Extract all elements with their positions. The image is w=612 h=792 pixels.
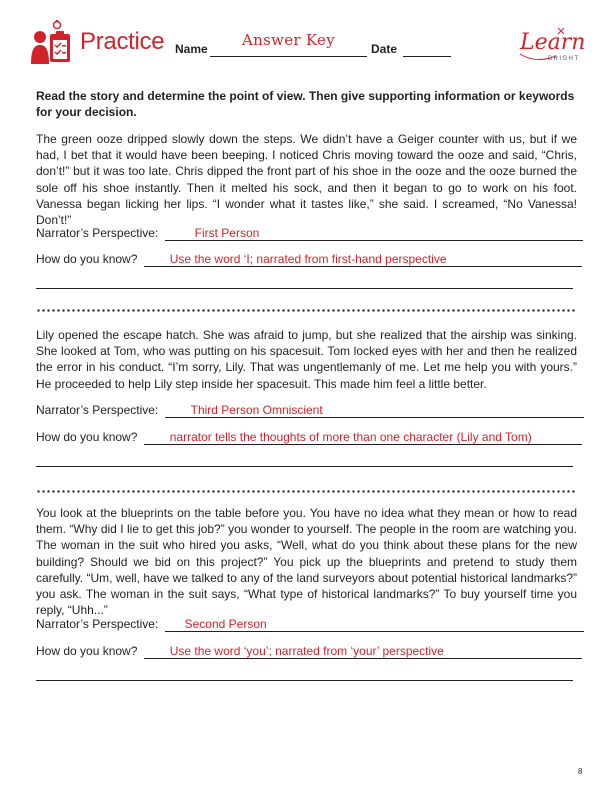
logo-subtext: BRIGHT: [548, 56, 580, 62]
story-1-text: The green ooze dripped slowly down the steps. We didn’t have a Geiger counter with us, but if we had, I bet that it would have been beeping. I noticed Chris moving toward the ooze and said, “Chris, don’t!” but it was too late. Chris dipped the front part of his shoe in the ooze and the ooze burned the sole off his shoe instantly. Then it melted his sock, and then it began to go to work on his foot. Vanessa began licking her lips. “I wonder what it tastes like,” she said. I screamed, “No Vanessa! Don’t!”: [36, 132, 577, 228]
story-2-extra-line[interactable]: [36, 466, 573, 467]
story-2-reason-row: [36, 430, 582, 445]
story-3-reason-row: [36, 644, 582, 659]
story-3-perspective-answer: Second Person: [184, 617, 267, 631]
story-2-reason-answer: narrator tells the thoughts of more than one character (Lily and Tom): [169, 430, 532, 444]
page-number: 8: [578, 767, 583, 776]
instructions: Read the story and determine the point of view. Then give supporting information or keywords for your decision.: [36, 89, 575, 119]
story-1-perspective-field[interactable]: [165, 226, 583, 241]
story-2-perspective-answer: Third Person Omniscient: [190, 403, 323, 417]
story-2-perspective-row: [36, 403, 584, 418]
answer-key-text: Answer Key: [242, 31, 335, 49]
how-label: How do you know?: [36, 252, 138, 266]
perspective-label: Narrator’s Perspective:: [36, 403, 159, 417]
name-field[interactable]: [210, 56, 367, 57]
story-1-reason-field[interactable]: [144, 252, 582, 267]
section-divider: [36, 309, 576, 312]
story-3-extra-line[interactable]: [36, 680, 573, 681]
date-label: Date: [371, 42, 398, 56]
story-3-text: You look at the blueprints on the table before you. You have no idea what they mean or how to read them. “Why did I lie to get this job?” you wonder to yourself. The people in the room are watching you. The woman in the suit who hired you asks, “Well, what do you think about these plans for the new building? Should we bid on this project?” You pick up the blueprints and pretend to study them carefully. “Um, well, have we talked to any of the land surveyors about potential historical landmarks?” you ask. The woman in the suit says, “What type of historical landmarks?” To buy yourself time you reply, “Uhh...”: [36, 506, 577, 618]
date-field[interactable]: [403, 56, 451, 57]
story-3-perspective-row: [36, 617, 584, 632]
story-2-reason-field[interactable]: [144, 430, 582, 445]
student-clipboard-icon: [30, 20, 74, 68]
how-label: How do you know?: [36, 430, 138, 444]
story-3-perspective-field[interactable]: [165, 617, 584, 632]
page-title: Practice: [80, 28, 165, 55]
story-1-reason-answer: Use the word ‘I; narrated from first-hand perspective: [169, 252, 447, 266]
logo-text: Learn: [520, 30, 586, 55]
section-divider: [36, 490, 576, 493]
story-2-text: Lily opened the escape hatch. She was afraid to jump, but she realized that the airship was sinking. She looked at Tom, who was putting on his spacesuit. Tom locked eyes with her and then he realized the error in his conduct. “I’m sorry, Lily. That was ungentlemanly of me. Let me help you with yours.” He proceeded to help Lily step inside her spacesuit. This made him feel a little better.: [36, 328, 577, 391]
story-1-extra-line[interactable]: [36, 288, 573, 289]
story-1-perspective-answer: First Person: [194, 226, 260, 240]
perspective-label: Narrator’s Perspective:: [36, 617, 159, 631]
story-1-perspective-row: [36, 226, 583, 241]
how-label: How do you know?: [36, 644, 138, 658]
name-label: Name: [175, 42, 208, 56]
story-2-perspective-field[interactable]: [165, 403, 584, 418]
perspective-label: Narrator’s Perspective:: [36, 226, 159, 240]
story-3-reason-answer: Use the word ‘you’; narrated from ‘your’ perspective: [169, 644, 444, 658]
story-1-reason-row: [36, 252, 582, 267]
story-3-reason-field[interactable]: [144, 644, 582, 659]
